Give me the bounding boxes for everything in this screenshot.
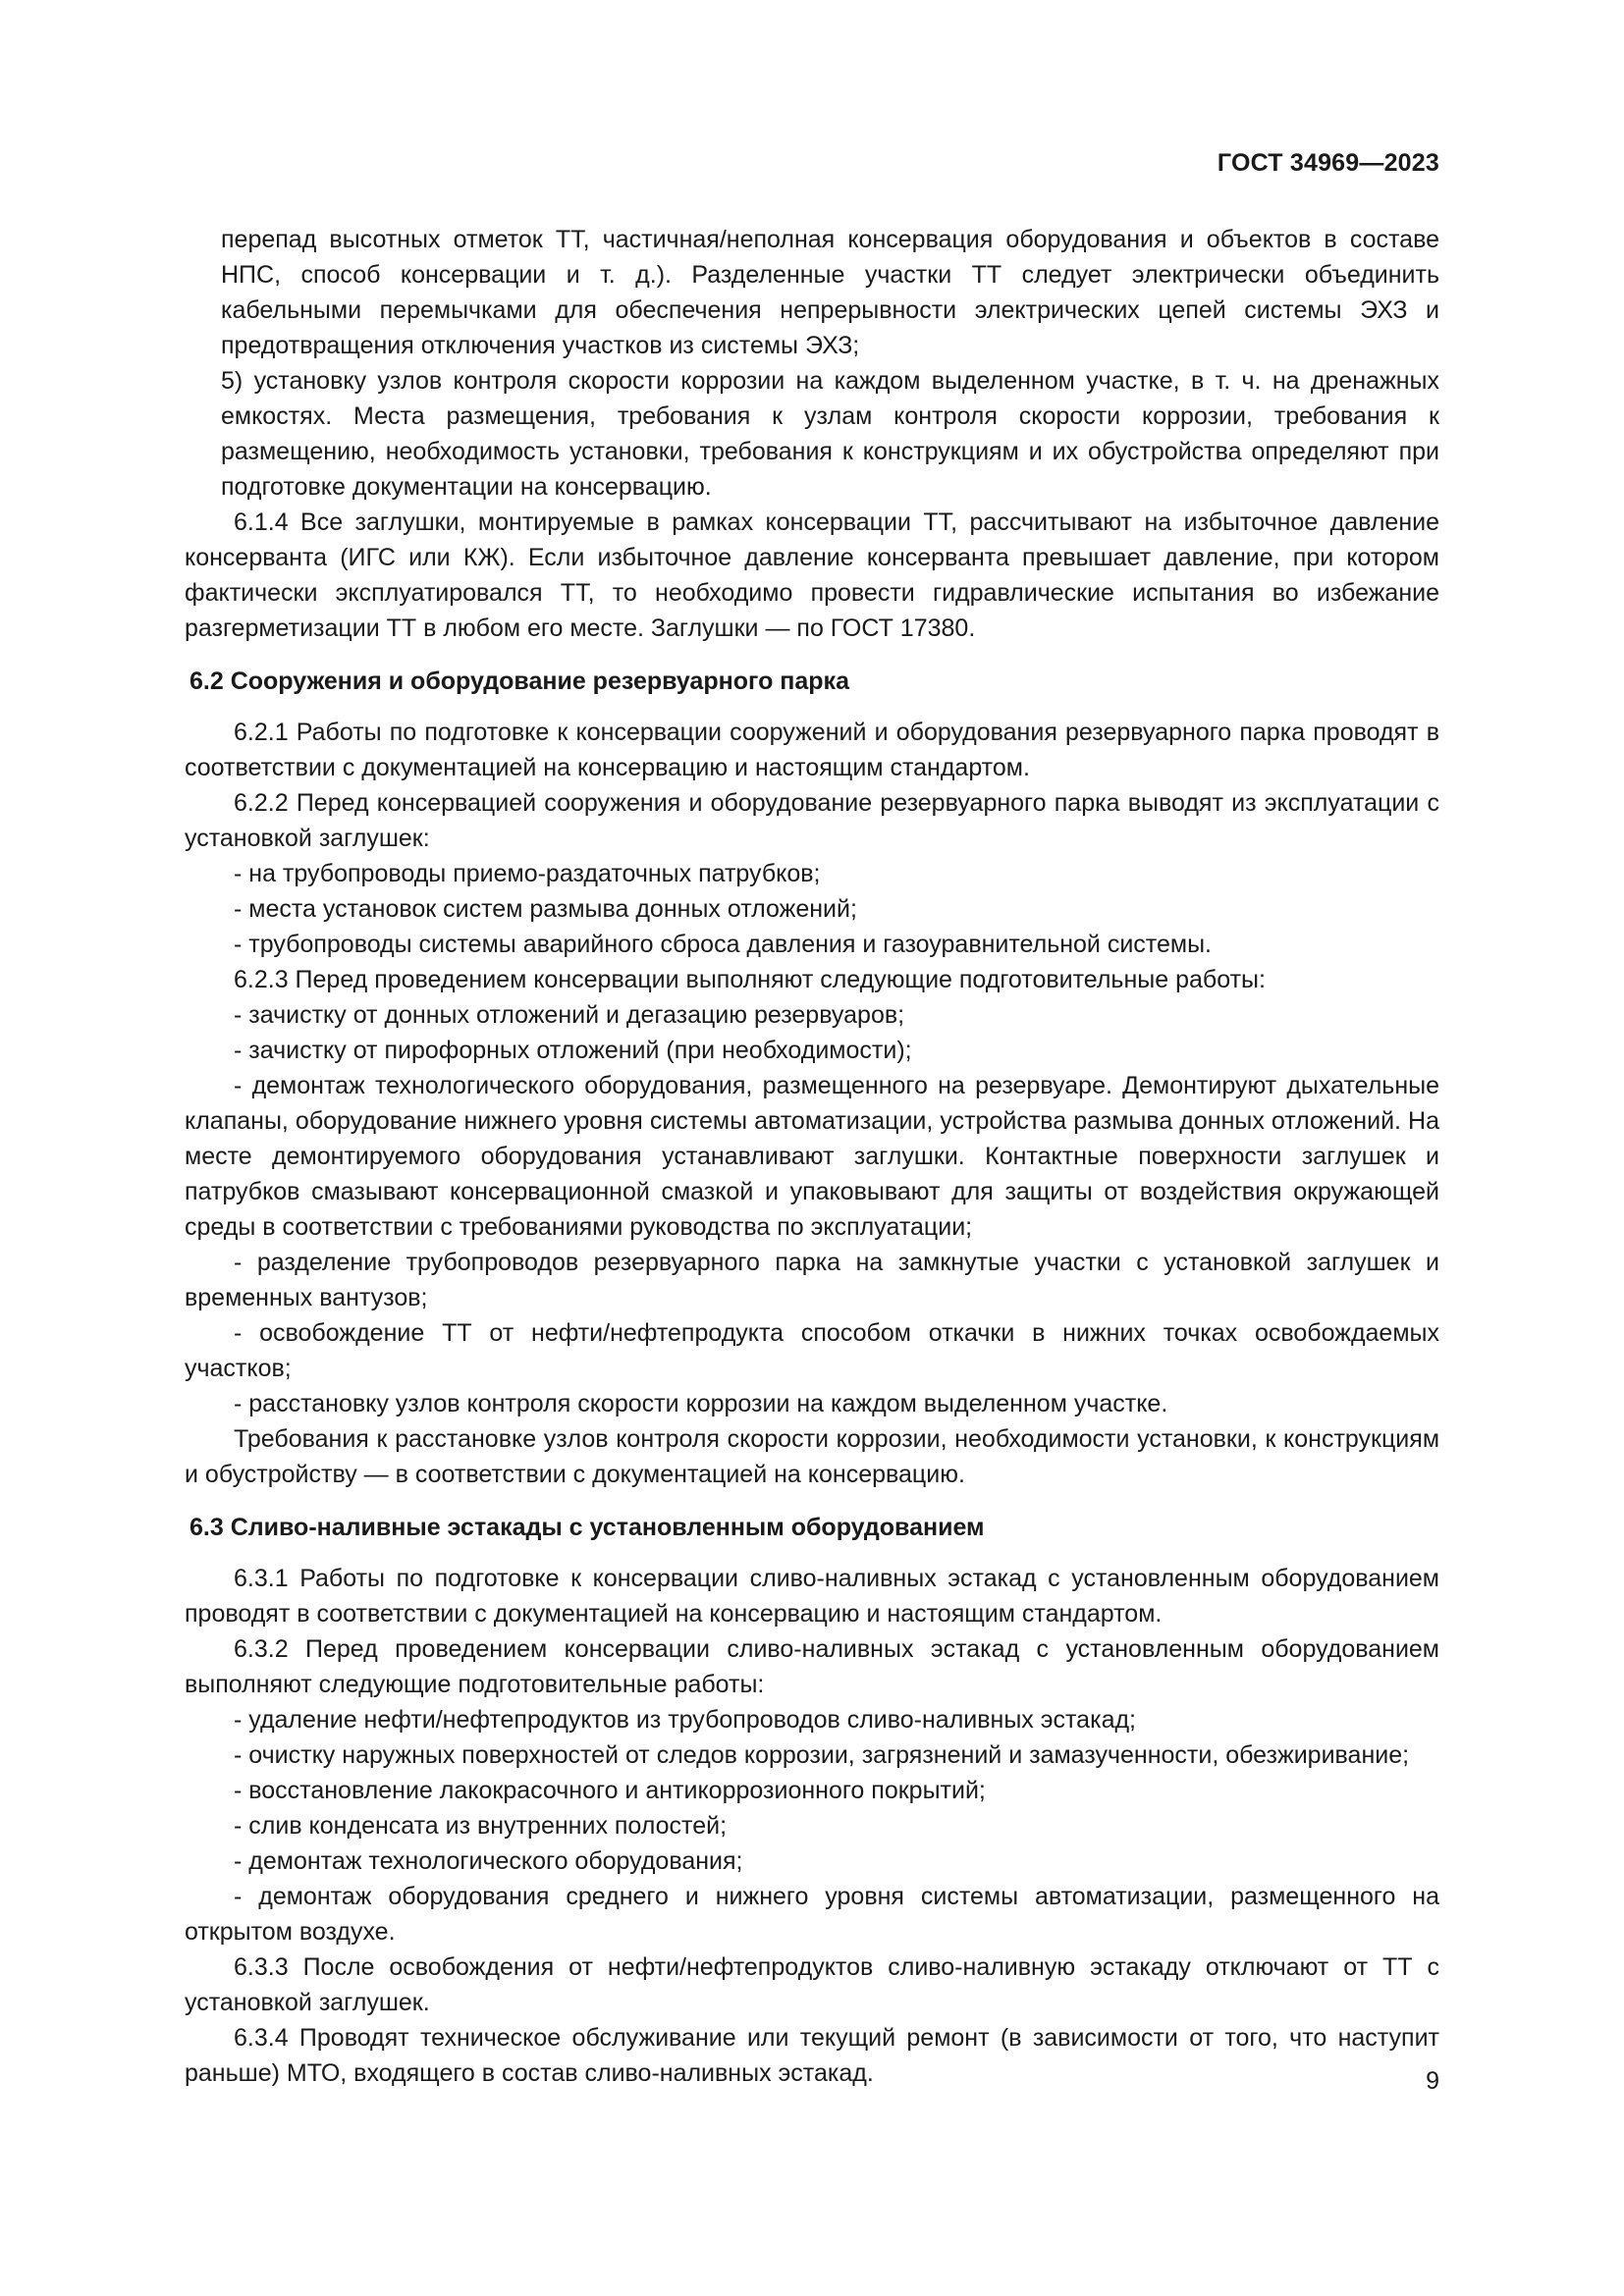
paragraph: 6.2.2 Перед консервацией сооружения и оборудование резервуарного парка выводят из эксплуатации с установкой заглушек: xyxy=(185,789,1439,852)
list-item: - зачистку от пирофорных отложений (при необходимости); xyxy=(234,1037,912,1064)
list-item: - места установок систем размыва донных отложений; xyxy=(234,895,857,923)
standard-code: ГОСТ 34969—2023 xyxy=(1217,149,1439,177)
section-heading: 6.2 Сооружения и оборудование резервуарного парка xyxy=(189,667,849,695)
paragraph: 6.2.1 Работы по подготовке к консервации сооружений и оборудования резервуарного парка проводят в соответствии с документацией на консервацию и настоящим стандартом. xyxy=(185,719,1439,781)
list-item: - расстановку узлов контроля скорости коррозии на каждом выделенном участке. xyxy=(234,1390,1168,1417)
list-item: - демонтаж технологического оборудования; xyxy=(234,1847,743,1875)
paragraph: 6.3.4 Проводят техническое обслуживание или текущий ремонт (в зависимости от того, что наступит раньше) МТО, входящего в состав сливо-наливных эстакад. xyxy=(185,2024,1439,2087)
paragraph: перепад высотных отметок ТТ, частичная/неполная консервация оборудования и объектов в составе НПС, способ консервации и т. д.). Разделенные участки ТТ следует электрически объединить кабельными перемычками для обеспечения непрерывности электрических цепей системы ЭХЗ и предотвращения отключения участков из системы ЭХЗ; xyxy=(221,226,1439,359)
document-body xyxy=(185,222,1439,2091)
paragraph: 6.1.4 Все заглушки, монтируемые в рамках консервации ТТ, рассчитывают на избыточное давление консерванта (ИГС или КЖ). Если избыточное давление консерванта превышает давление, при котором фактически эксплуатировался ТТ, то необходимо провести гидравлические испытания во избежание разгерметизации ТТ в любом его месте. Заглушки — по ГОСТ 17380. xyxy=(185,508,1439,642)
list-item: - освобождение ТТ от нефти/нефтепродукта способом откачки в нижних точках освобождаемых участков; xyxy=(185,1319,1439,1382)
list-item: - трубопроводы системы аварийного сброса давления и газоуравнительной системы. xyxy=(234,931,1212,958)
list-item: - слив конденсата из внутренних полостей; xyxy=(234,1812,728,1840)
paragraph: 6.3.2 Перед проведением консервации сливо-наливных эстакад с установленным оборудованием выполняют следующие подготовительные работы: xyxy=(185,1635,1439,1698)
list-item: - демонтаж оборудования среднего и нижнего уровня системы автоматизации, размещенного на открытом воздухе. xyxy=(185,1883,1439,1946)
list-item: - зачистку от донных отложений и дегазацию резервуаров; xyxy=(234,1001,905,1029)
paragraph: 6.3.1 Работы по подготовке к консервации сливо-наливных эстакад с установленным оборудованием проводят в соответствии с документацией на консервацию и настоящим стандартом. xyxy=(185,1565,1439,1628)
list-item: - демонтаж технологического оборудования, размещенного на резервуаре. Демонтируют дыхательные клапаны, оборудование нижнего уровня системы автоматизации, устройства размыва донных отложений. На месте демонтируемого оборудования устанавливают заглушки. Контактные поверхности заглушек и патрубков смазывают консервационной смазкой и упаковывают для защиты от воздействия окружающей среды в соответствии с требованиями руководства по эксплуатации; xyxy=(185,1072,1439,1241)
list-item: 5) установку узлов контроля скорости коррозии на каждом выделенном участке, в т. ч. на дренажных емкостях. Места размещения, требования к узлам контроля скорости коррозии, требования к размещению, необходимость установки, требования к конструкциям и их обустройства определяют при подготовке документации на консервацию. xyxy=(221,367,1439,501)
section-heading: 6.3 Сливо-наливные эстакады с установленным оборудованием xyxy=(189,1514,985,1541)
list-item: - восстановление лакокрасочного и антикоррозионного покрытий; xyxy=(234,1777,986,1804)
list-item: - на трубопроводы приемо-раздаточных патрубков; xyxy=(234,860,821,887)
paragraph: Требования к расстановке узлов контроля скорости коррозии, необходимости установки, к конструкциям и обустройству — в соответствии с документацией на консервацию. xyxy=(185,1425,1439,1488)
list-item: - очистку наружных поверхностей от следов коррозии, загрязнений и замазученности, обезжиривание; xyxy=(234,1741,1410,1769)
paragraph: 6.2.3 Перед проведением консервации выполняют следующие подготовительные работы: xyxy=(234,966,1266,993)
list-item: - разделение трубопроводов резервуарного парка на замкнутые участки с установкой заглушек и временных вантузов; xyxy=(185,1249,1439,1311)
paragraph: 6.3.3 После освобождения от нефти/нефтепродуктов сливо-наливную эстакаду отключают от ТТ с установкой заглушек. xyxy=(185,1953,1439,2016)
page-number: 9 xyxy=(1426,2067,1439,2095)
list-item: - удаление нефти/нефтепродуктов из трубопроводов сливо-наливных эстакад; xyxy=(234,1706,1137,1734)
